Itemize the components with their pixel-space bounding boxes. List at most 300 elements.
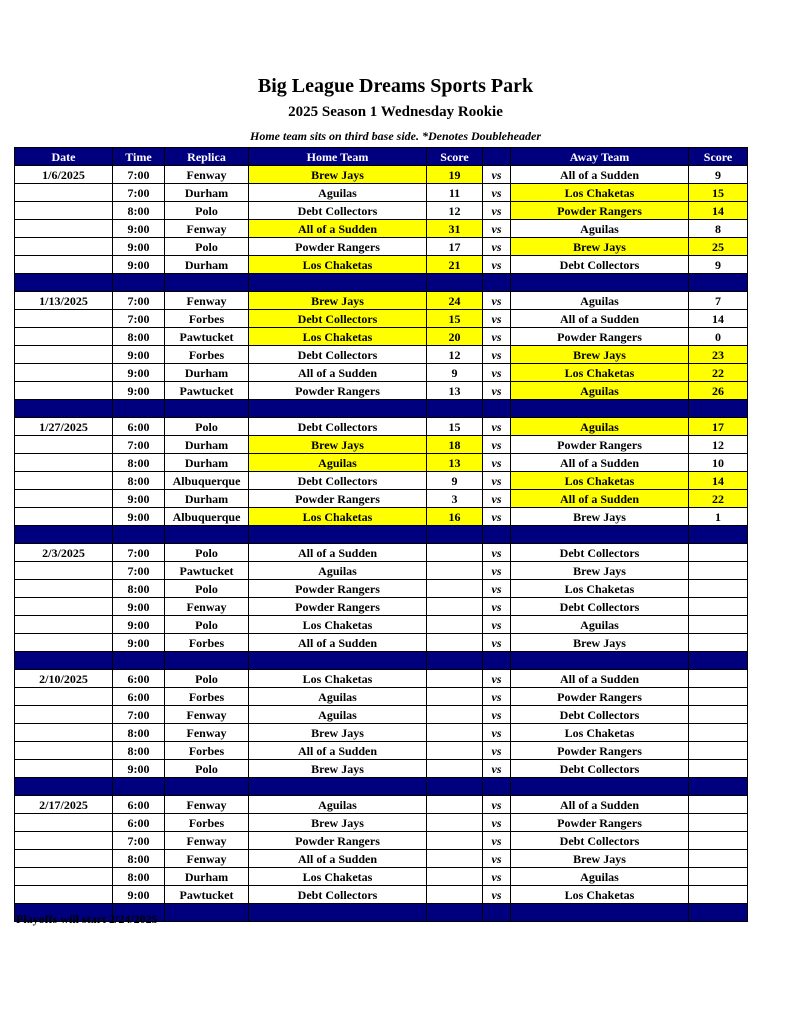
away-team: Los Chaketas <box>511 724 689 742</box>
game-row <box>15 166 748 184</box>
away-team: Aguilas <box>511 868 689 886</box>
vs-label: vs <box>483 472 511 490</box>
home-score: 31 <box>427 220 483 238</box>
separator-cell <box>427 400 483 418</box>
game-replica-field: Forbes <box>165 310 249 328</box>
game-row <box>15 544 748 562</box>
away-score: 14 <box>689 310 748 328</box>
game-replica-field: Forbes <box>165 346 249 364</box>
away-score <box>689 760 748 778</box>
home-team: Brew Jays <box>249 292 427 310</box>
game-row <box>15 220 748 238</box>
game-date <box>15 760 113 778</box>
separator-cell <box>483 400 511 418</box>
home-team: Powder Rangers <box>249 580 427 598</box>
game-time: 8:00 <box>113 328 165 346</box>
away-team: All of a Sudden <box>511 490 689 508</box>
separator-cell <box>249 526 427 544</box>
home-team: All of a Sudden <box>249 850 427 868</box>
game-date <box>15 724 113 742</box>
away-team: Debt Collectors <box>511 598 689 616</box>
game-replica-field: Durham <box>165 454 249 472</box>
separator-cell <box>113 274 165 292</box>
home-team: Debt Collectors <box>249 346 427 364</box>
game-row <box>15 184 748 202</box>
game-date <box>15 346 113 364</box>
game-replica-field: Forbes <box>165 634 249 652</box>
away-score <box>689 742 748 760</box>
game-row <box>15 706 748 724</box>
game-replica-field: Durham <box>165 184 249 202</box>
away-score: 12 <box>689 436 748 454</box>
home-team: Los Chaketas <box>249 256 427 274</box>
game-replica-field: Polo <box>165 418 249 436</box>
game-row <box>15 598 748 616</box>
game-time: 6:00 <box>113 418 165 436</box>
game-replica-field: Pawtucket <box>165 886 249 904</box>
home-score <box>427 796 483 814</box>
separator-cell <box>113 400 165 418</box>
game-row <box>15 616 748 634</box>
game-row <box>15 490 748 508</box>
separator-cell <box>511 274 689 292</box>
separator-cell <box>427 778 483 796</box>
col-header-away-score: Score <box>689 148 748 166</box>
game-time: 6:00 <box>113 796 165 814</box>
game-date: 1/6/2025 <box>15 166 113 184</box>
page-subtitle: 2025 Season 1 Wednesday Rookie <box>288 104 503 120</box>
away-team: Powder Rangers <box>511 742 689 760</box>
away-score <box>689 580 748 598</box>
away-score: 9 <box>689 256 748 274</box>
game-row <box>15 328 748 346</box>
game-date <box>15 688 113 706</box>
vs-label: vs <box>483 742 511 760</box>
home-score <box>427 814 483 832</box>
separator-cell <box>113 652 165 670</box>
game-time: 6:00 <box>113 688 165 706</box>
game-replica-field: Pawtucket <box>165 562 249 580</box>
game-row <box>15 418 748 436</box>
separator-cell <box>249 778 427 796</box>
away-score: 0 <box>689 328 748 346</box>
home-score: 9 <box>427 472 483 490</box>
game-time: 7:00 <box>113 436 165 454</box>
game-row <box>15 868 748 886</box>
away-score: 14 <box>689 472 748 490</box>
separator-cell <box>689 400 748 418</box>
away-score <box>689 724 748 742</box>
game-replica-field: Polo <box>165 580 249 598</box>
vs-label: vs <box>483 850 511 868</box>
game-replica-field: Fenway <box>165 850 249 868</box>
separator-cell <box>15 652 113 670</box>
game-date <box>15 814 113 832</box>
separator-cell <box>511 652 689 670</box>
vs-label: vs <box>483 292 511 310</box>
separator-cell <box>483 526 511 544</box>
away-team: Brew Jays <box>511 634 689 652</box>
away-team: Debt Collectors <box>511 544 689 562</box>
home-score: 15 <box>427 418 483 436</box>
home-team: All of a Sudden <box>249 634 427 652</box>
game-row <box>15 580 748 598</box>
vs-label: vs <box>483 724 511 742</box>
separator-cell <box>483 274 511 292</box>
home-score: 21 <box>427 256 483 274</box>
vs-label: vs <box>483 454 511 472</box>
home-team: All of a Sudden <box>249 364 427 382</box>
separator-cell <box>511 904 689 922</box>
game-replica-field: Forbes <box>165 688 249 706</box>
game-date <box>15 184 113 202</box>
away-score: 1 <box>689 508 748 526</box>
away-score: 17 <box>689 418 748 436</box>
game-time: 9:00 <box>113 508 165 526</box>
away-score: 26 <box>689 382 748 400</box>
col-header-home-team: Home Team <box>249 148 427 166</box>
separator-cell <box>165 904 249 922</box>
playoffs-note: Playoffs will start 2/24/2025 <box>16 912 158 926</box>
separator-cell <box>15 526 113 544</box>
game-time: 7:00 <box>113 562 165 580</box>
vs-label: vs <box>483 256 511 274</box>
home-score <box>427 598 483 616</box>
home-score: 24 <box>427 292 483 310</box>
away-score <box>689 814 748 832</box>
game-row <box>15 688 748 706</box>
home-score <box>427 850 483 868</box>
game-time: 8:00 <box>113 724 165 742</box>
game-replica-field: Durham <box>165 436 249 454</box>
game-time: 7:00 <box>113 292 165 310</box>
game-replica-field: Polo <box>165 760 249 778</box>
game-replica-field: Fenway <box>165 796 249 814</box>
away-team: Debt Collectors <box>511 256 689 274</box>
col-header-home-score: Score <box>427 148 483 166</box>
game-date: 1/27/2025 <box>15 418 113 436</box>
home-score: 17 <box>427 238 483 256</box>
separator-cell <box>689 778 748 796</box>
vs-label: vs <box>483 184 511 202</box>
game-replica-field: Polo <box>165 202 249 220</box>
game-date <box>15 886 113 904</box>
game-time: 8:00 <box>113 580 165 598</box>
home-score: 19 <box>427 166 483 184</box>
home-team: Debt Collectors <box>249 310 427 328</box>
game-row <box>15 742 748 760</box>
separator-cell <box>113 778 165 796</box>
home-team: Los Chaketas <box>249 868 427 886</box>
page-title: Big League Dreams Sports Park <box>257 75 534 97</box>
game-replica-field: Fenway <box>165 832 249 850</box>
vs-label: vs <box>483 166 511 184</box>
game-time: 7:00 <box>113 310 165 328</box>
away-score: 22 <box>689 490 748 508</box>
game-row <box>15 760 748 778</box>
separator-cell <box>427 904 483 922</box>
col-header-vs <box>483 148 511 166</box>
home-score <box>427 634 483 652</box>
separator-cell <box>689 274 748 292</box>
away-team: Brew Jays <box>511 346 689 364</box>
col-header-away-team: Away Team <box>511 148 689 166</box>
home-score <box>427 886 483 904</box>
vs-label: vs <box>483 580 511 598</box>
away-score: 14 <box>689 202 748 220</box>
game-date <box>15 580 113 598</box>
away-score <box>689 886 748 904</box>
separator-cell <box>113 526 165 544</box>
separator-cell <box>165 778 249 796</box>
vs-label: vs <box>483 598 511 616</box>
home-team: Los Chaketas <box>249 616 427 634</box>
home-team: Aguilas <box>249 796 427 814</box>
schedule-note: Home team sits on third base side. *Denotes Doubleheader <box>250 129 541 143</box>
game-row <box>15 310 748 328</box>
game-replica-field: Albuquerque <box>165 472 249 490</box>
home-score <box>427 742 483 760</box>
game-replica-field: Fenway <box>165 598 249 616</box>
separator-cell <box>15 274 113 292</box>
home-team: Powder Rangers <box>249 832 427 850</box>
game-time: 7:00 <box>113 544 165 562</box>
home-team: Brew Jays <box>249 724 427 742</box>
game-time: 8:00 <box>113 202 165 220</box>
game-date <box>15 634 113 652</box>
home-team: Debt Collectors <box>249 202 427 220</box>
home-score: 3 <box>427 490 483 508</box>
game-date <box>15 562 113 580</box>
game-replica-field: Polo <box>165 238 249 256</box>
separator-cell <box>249 904 427 922</box>
game-date <box>15 220 113 238</box>
away-score: 22 <box>689 364 748 382</box>
game-row <box>15 562 748 580</box>
away-score: 9 <box>689 166 748 184</box>
game-replica-field: Durham <box>165 256 249 274</box>
game-row <box>15 256 748 274</box>
schedule-body <box>15 166 748 922</box>
separator-cell <box>689 652 748 670</box>
game-date <box>15 706 113 724</box>
vs-label: vs <box>483 670 511 688</box>
game-row <box>15 634 748 652</box>
schedule-table <box>14 147 748 922</box>
game-time: 8:00 <box>113 454 165 472</box>
away-team: Powder Rangers <box>511 202 689 220</box>
away-score: 7 <box>689 292 748 310</box>
home-score: 20 <box>427 328 483 346</box>
away-team: Brew Jays <box>511 508 689 526</box>
game-time: 7:00 <box>113 184 165 202</box>
away-score <box>689 616 748 634</box>
table-header-row <box>15 148 748 166</box>
game-date <box>15 832 113 850</box>
away-team: All of a Sudden <box>511 796 689 814</box>
away-team: Powder Rangers <box>511 436 689 454</box>
game-time: 8:00 <box>113 472 165 490</box>
away-score: 10 <box>689 454 748 472</box>
home-team: Aguilas <box>249 184 427 202</box>
game-row <box>15 238 748 256</box>
separator-cell <box>427 526 483 544</box>
game-date <box>15 454 113 472</box>
game-date <box>15 472 113 490</box>
home-score: 11 <box>427 184 483 202</box>
home-score <box>427 562 483 580</box>
week-separator-row <box>15 778 748 796</box>
away-team: All of a Sudden <box>511 166 689 184</box>
game-replica-field: Durham <box>165 868 249 886</box>
separator-cell <box>427 652 483 670</box>
away-team: All of a Sudden <box>511 454 689 472</box>
separator-cell <box>165 526 249 544</box>
game-date <box>15 598 113 616</box>
home-score <box>427 868 483 886</box>
home-team: Brew Jays <box>249 436 427 454</box>
away-team: Aguilas <box>511 382 689 400</box>
separator-cell <box>511 400 689 418</box>
game-replica-field: Durham <box>165 490 249 508</box>
game-date <box>15 310 113 328</box>
game-time: 9:00 <box>113 346 165 364</box>
game-time: 9:00 <box>113 760 165 778</box>
game-date <box>15 742 113 760</box>
game-date <box>15 868 113 886</box>
home-score: 16 <box>427 508 483 526</box>
home-score <box>427 832 483 850</box>
vs-label: vs <box>483 544 511 562</box>
separator-cell <box>249 274 427 292</box>
game-replica-field: Forbes <box>165 814 249 832</box>
col-header-time: Time <box>113 148 165 166</box>
home-team: Debt Collectors <box>249 418 427 436</box>
away-score <box>689 598 748 616</box>
vs-label: vs <box>483 706 511 724</box>
vs-label: vs <box>483 328 511 346</box>
home-team: All of a Sudden <box>249 742 427 760</box>
game-replica-field: Polo <box>165 544 249 562</box>
separator-cell <box>165 274 249 292</box>
week-separator-row <box>15 274 748 292</box>
game-date <box>15 490 113 508</box>
game-replica-field: Pawtucket <box>165 328 249 346</box>
game-replica-field: Fenway <box>165 706 249 724</box>
vs-label: vs <box>483 886 511 904</box>
away-team: Debt Collectors <box>511 832 689 850</box>
game-row <box>15 472 748 490</box>
home-team: Los Chaketas <box>249 328 427 346</box>
home-score <box>427 760 483 778</box>
home-score <box>427 724 483 742</box>
separator-cell <box>15 400 113 418</box>
game-replica-field: Polo <box>165 670 249 688</box>
vs-label: vs <box>483 616 511 634</box>
home-team: Brew Jays <box>249 166 427 184</box>
away-score: 8 <box>689 220 748 238</box>
vs-label: vs <box>483 688 511 706</box>
home-team: Aguilas <box>249 562 427 580</box>
game-replica-field: Pawtucket <box>165 382 249 400</box>
separator-cell <box>483 652 511 670</box>
vs-label: vs <box>483 382 511 400</box>
game-row <box>15 886 748 904</box>
game-time: 9:00 <box>113 382 165 400</box>
vs-label: vs <box>483 508 511 526</box>
away-score <box>689 688 748 706</box>
away-team: Aguilas <box>511 616 689 634</box>
game-row <box>15 346 748 364</box>
game-date <box>15 850 113 868</box>
game-date <box>15 202 113 220</box>
away-team: Brew Jays <box>511 562 689 580</box>
game-time: 9:00 <box>113 238 165 256</box>
away-team: Aguilas <box>511 220 689 238</box>
game-time: 9:00 <box>113 886 165 904</box>
home-team: Aguilas <box>249 688 427 706</box>
game-row <box>15 832 748 850</box>
game-row <box>15 670 748 688</box>
game-date <box>15 508 113 526</box>
away-team: Brew Jays <box>511 238 689 256</box>
game-date <box>15 238 113 256</box>
away-team: All of a Sudden <box>511 670 689 688</box>
vs-label: vs <box>483 238 511 256</box>
game-row <box>15 724 748 742</box>
game-time: 9:00 <box>113 616 165 634</box>
game-row <box>15 850 748 868</box>
separator-cell <box>249 400 427 418</box>
away-score <box>689 670 748 688</box>
home-team: Debt Collectors <box>249 886 427 904</box>
game-time: 7:00 <box>113 706 165 724</box>
separator-cell <box>427 274 483 292</box>
separator-cell <box>249 652 427 670</box>
game-time: 9:00 <box>113 490 165 508</box>
home-score: 9 <box>427 364 483 382</box>
game-replica-field: Forbes <box>165 742 249 760</box>
away-score: 25 <box>689 238 748 256</box>
game-replica-field: Durham <box>165 364 249 382</box>
away-score <box>689 562 748 580</box>
game-date: 1/13/2025 <box>15 292 113 310</box>
game-row <box>15 292 748 310</box>
separator-cell <box>15 778 113 796</box>
vs-label: vs <box>483 562 511 580</box>
away-team: Los Chaketas <box>511 580 689 598</box>
away-team: Powder Rangers <box>511 814 689 832</box>
game-date <box>15 364 113 382</box>
vs-label: vs <box>483 490 511 508</box>
away-team: Los Chaketas <box>511 886 689 904</box>
week-separator-row <box>15 526 748 544</box>
game-date <box>15 256 113 274</box>
home-score: 18 <box>427 436 483 454</box>
game-time: 9:00 <box>113 364 165 382</box>
game-time: 6:00 <box>113 814 165 832</box>
game-time: 8:00 <box>113 868 165 886</box>
home-score <box>427 688 483 706</box>
home-score <box>427 670 483 688</box>
away-score: 23 <box>689 346 748 364</box>
vs-label: vs <box>483 760 511 778</box>
col-header-replica: Replica <box>165 148 249 166</box>
game-date: 2/17/2025 <box>15 796 113 814</box>
game-replica-field: Polo <box>165 616 249 634</box>
home-team: Aguilas <box>249 454 427 472</box>
vs-label: vs <box>483 202 511 220</box>
